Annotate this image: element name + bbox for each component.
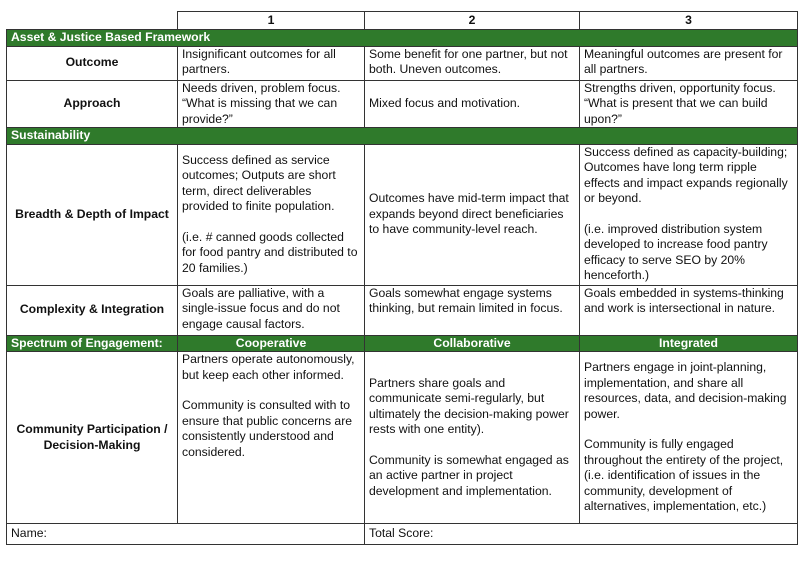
criterion-breadth: Breadth & Depth of Impact <box>7 144 178 285</box>
breadth-level-1-example: (i.e. # canned goods collected for food pantry and distributed to 20 families.) <box>182 229 358 275</box>
complexity-level-3: Goals embedded in systems-thinking and work is intersectional in nature. <box>580 285 798 335</box>
column-header-2: 2 <box>365 12 580 30</box>
section-header-sustainability <box>7 128 798 145</box>
section-title-sustainability: Sustainability <box>7 128 798 145</box>
section-title-asset: Asset & Justice Based Framework <box>7 30 798 47</box>
community-level-2-partners: Partners share goals and communicate semi-regularly, but ultimately the decision-making power rests with one entity). <box>369 375 569 437</box>
section-header-asset <box>7 30 798 47</box>
name-field[interactable]: Name: <box>7 524 365 545</box>
row-outcome <box>7 46 798 80</box>
row-complexity <box>7 285 798 335</box>
criterion-complexity: Complexity & Integration <box>7 285 178 335</box>
community-level-3 <box>580 352 798 524</box>
section-title-spectrum: Spectrum of Engagement: <box>7 335 178 352</box>
community-level-2 <box>365 352 580 524</box>
spectrum-level-integrated: Integrated <box>580 335 798 352</box>
spectrum-level-cooperative: Cooperative <box>178 335 365 352</box>
section-header-spectrum <box>7 335 798 352</box>
community-level-1-community: Community is consulted with to ensure that public concerns are consistently understood and considered. <box>182 398 353 459</box>
criterion-approach: Approach <box>7 80 178 128</box>
total-score-field[interactable]: Total Score: <box>365 524 798 545</box>
footer-row <box>7 524 798 545</box>
outcome-level-2: Some benefit for one partner, but not both. Uneven outcomes. <box>365 46 580 80</box>
community-level-3-partners: Partners engage in joint-planning, implementation, and share all resources, data, and decision-making power. <box>584 360 787 421</box>
column-header-row <box>7 12 798 30</box>
breadth-level-2: Outcomes have mid-term impact that expands beyond direct beneficiaries to have community-level reach. <box>365 144 580 285</box>
community-level-1 <box>178 352 365 524</box>
complexity-level-1: Goals are palliative, with a single-issue focus and do not engage causal factors. <box>178 285 365 335</box>
header-corner <box>7 12 178 30</box>
community-level-3-community: Community is fully engaged throughout the entirety of the project, (i.e. identification of issues in the community, development of alternatives, implementation, etc.) <box>584 437 784 514</box>
row-approach <box>7 80 798 128</box>
breadth-level-3-text: Success defined as capacity-building; Outcomes have long term ripple effects and impact expands regionally or beyond. <box>584 144 788 205</box>
approach-level-1: Needs driven, problem focus. “What is missing that we can provide?” <box>178 80 365 128</box>
column-header-3: 3 <box>580 12 798 30</box>
rubric-table <box>6 11 798 545</box>
approach-level-3: Strengths driven, opportunity focus. “What is present that we can build upon?” <box>580 80 798 128</box>
criterion-community: Community Participation / Decision-Making <box>7 352 178 524</box>
outcome-level-1: Insignificant outcomes for all partners. <box>178 46 365 80</box>
community-level-2-community: Community is somewhat engaged as an active partner in project development and implementation. <box>369 452 569 498</box>
spectrum-level-collaborative: Collaborative <box>365 335 580 352</box>
breadth-level-1-text: Success defined as service outcomes; Outputs are short term, direct deliverables provided to finite population. <box>182 152 336 214</box>
complexity-level-2: Goals somewhat engage systems thinking, but remain limited in focus. <box>365 285 580 335</box>
breadth-level-1 <box>178 144 365 285</box>
row-community <box>7 352 798 524</box>
outcome-level-3: Meaningful outcomes are present for all partners. <box>580 46 798 80</box>
column-header-1: 1 <box>178 12 365 30</box>
breadth-level-3 <box>580 144 798 285</box>
community-level-1-partners: Partners operate autonomously, but keep each other informed. <box>182 352 355 382</box>
breadth-level-3-example: (i.e. improved distribution system developed to increase food pantry efficacy to serve SEO by 20% henceforth.) <box>584 221 768 282</box>
approach-level-2: Mixed focus and motivation. <box>365 80 580 128</box>
criterion-outcome: Outcome <box>7 46 178 80</box>
row-breadth <box>7 144 798 285</box>
